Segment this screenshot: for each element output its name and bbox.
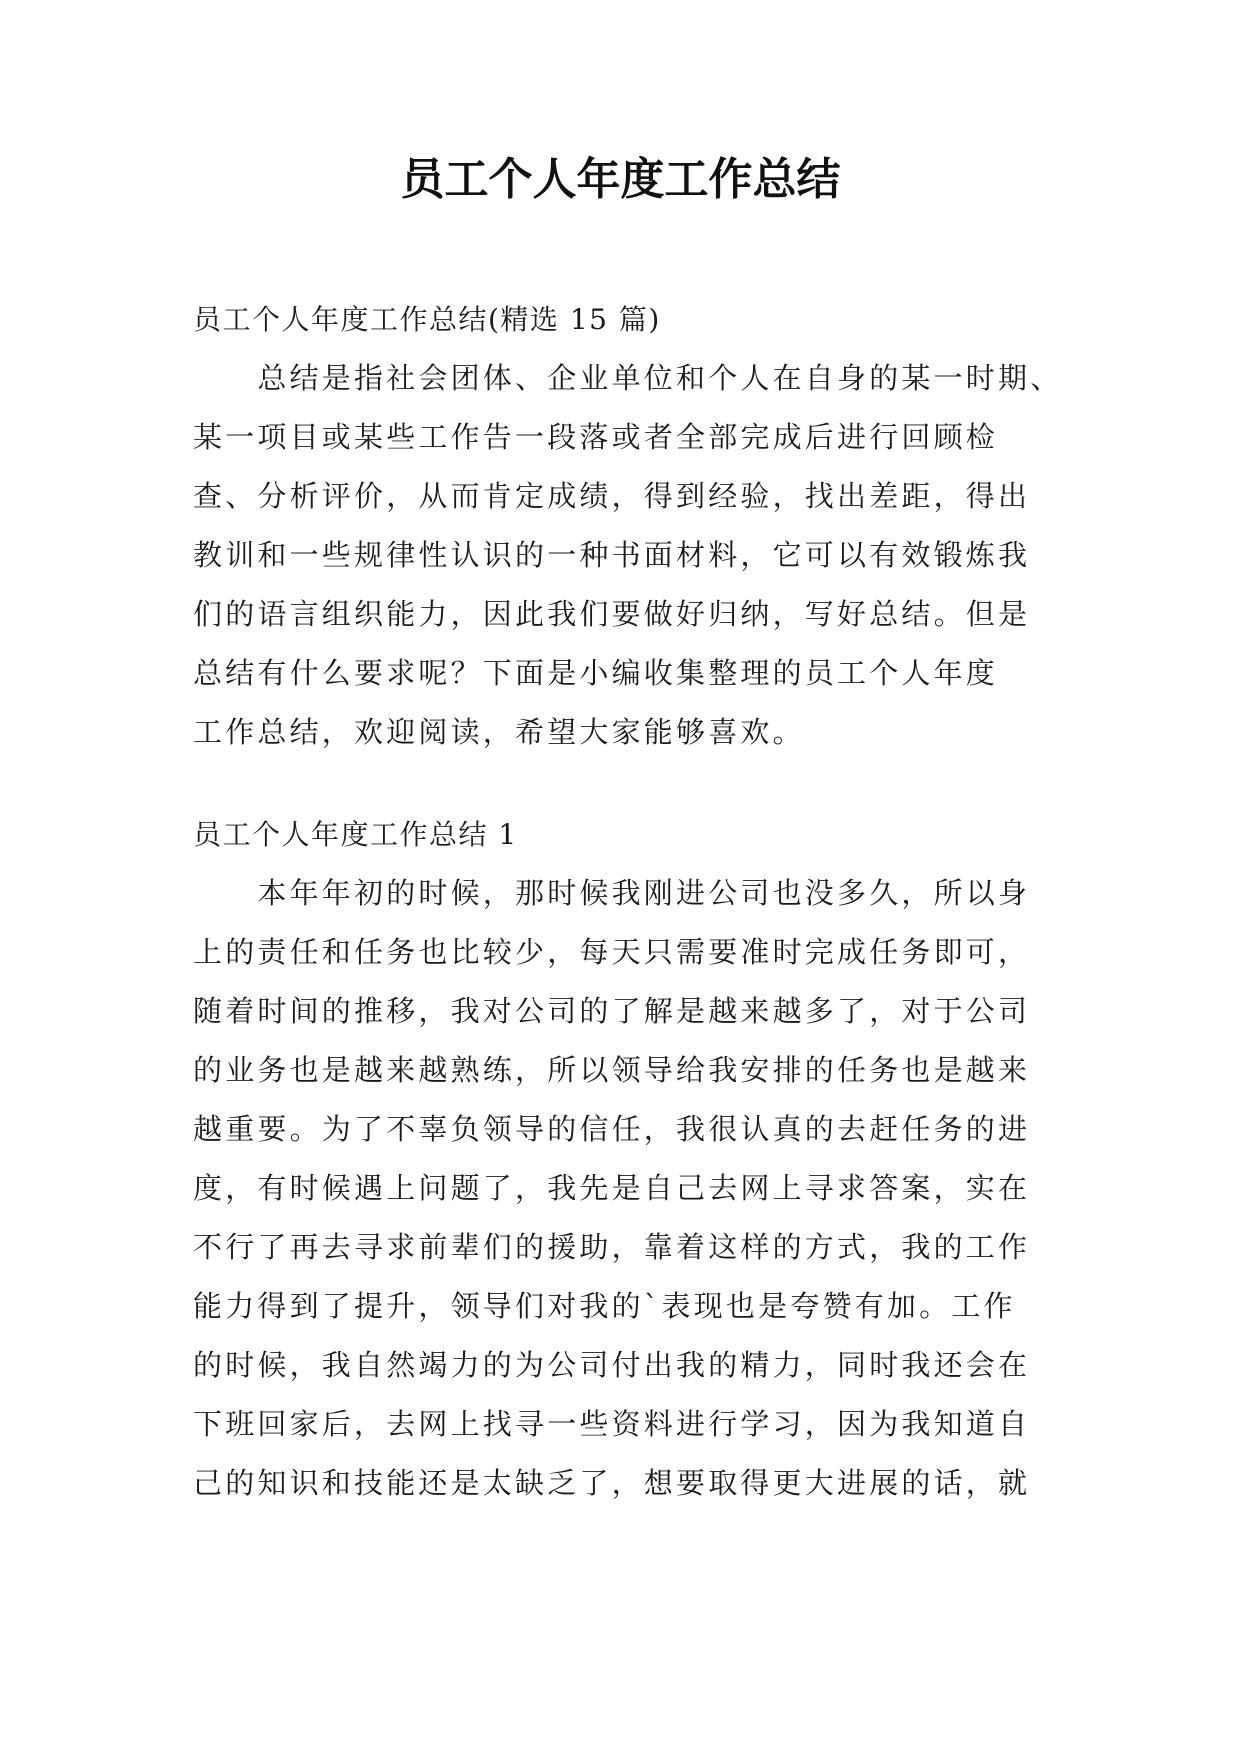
intro-section <box>193 290 1073 762</box>
paragraph-line: 的业务也是越来越熟练，所以领导给我安排的任务也是越来 <box>193 1053 1031 1087</box>
paragraph-line: 下班回家后，去网上找寻一些资料进行学习，因为我知道自 <box>193 1407 1031 1441</box>
document-title: 员工个人年度工作总结 <box>400 154 841 205</box>
paragraph-line: 随着时间的推移，我对公司的了解是越来越多了，对于公司 <box>193 994 1031 1028</box>
paragraph-line: 己的知识和技能还是太缺乏了，想要取得更大进展的话，就 <box>193 1466 1031 1500</box>
paragraph-line: 查、分析评价，从而肯定成绩，得到经验，找出差距，得出 <box>193 479 1031 513</box>
paragraph-line: 们的语言组织能力，因此我们要做好归纳，写好总结。但是 <box>193 597 1031 631</box>
intro-subheading: 员工个人年度工作总结(精选 15 篇) <box>193 303 661 336</box>
paragraph-line: 度，有时候遇上问题了，我先是自己去网上寻求答案，实在 <box>193 1171 1031 1205</box>
paragraph-line: 上的责任和任务也比较少，每天只需要准时完成任务即可， <box>193 935 1031 969</box>
part1-subheading: 员工个人年度工作总结 1 <box>193 818 518 851</box>
paragraph-line: 的时候，我自然竭力的为公司付出我的精力，同时我还会在 <box>193 1348 1031 1382</box>
paragraph-line: 某一项目或某些工作告一段落或者全部完成后进行回顾检 <box>193 420 999 454</box>
paragraph-line: 不行了再去寻求前辈们的援助，靠着这样的方式，我的工作 <box>193 1230 1031 1264</box>
paragraph-line: 教训和一些规律性认识的一种书面材料，它可以有效锻炼我 <box>193 538 1031 572</box>
paragraph-line: 能力得到了提升，领导们对我的`表现也是夸赞有加。工作 <box>193 1289 1016 1323</box>
paragraph-line: 工作总结，欢迎阅读，希望大家能够喜欢。 <box>193 715 805 749</box>
paragraph-line: 总结是指社会团体、企业单位和个人在自身的某一时期、 <box>193 361 1063 395</box>
paragraph-line: 总结有什么要求呢？下面是小编收集整理的员工个人年度 <box>193 656 999 690</box>
paragraph-line: 越重要。为了不辜负领导的信任，我很认真的去赶任务的进 <box>193 1112 1031 1146</box>
part1-section <box>193 805 1073 1513</box>
paragraph-line: 本年年初的时候，那时候我刚进公司也没多久，所以身 <box>193 876 1031 910</box>
